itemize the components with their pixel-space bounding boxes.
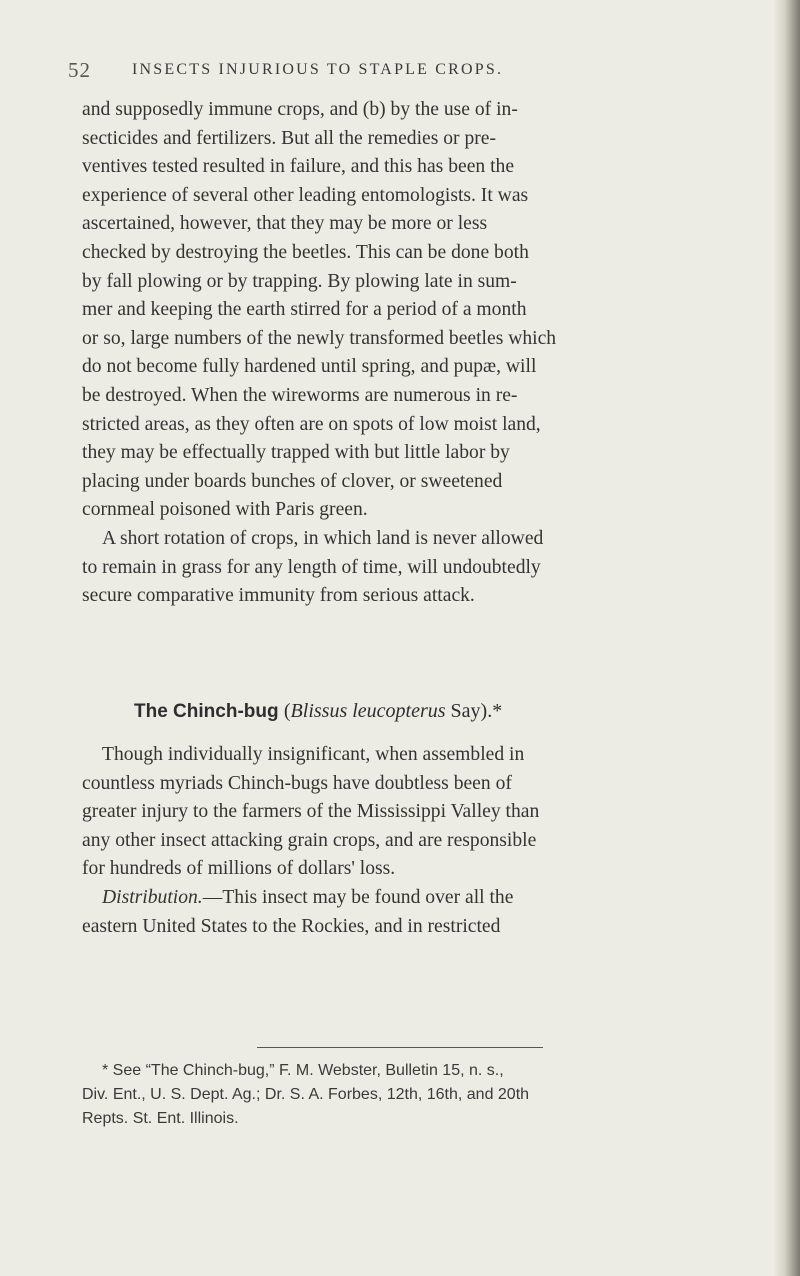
- main-text-block: [82, 96, 727, 611]
- paragraph-2: [82, 525, 727, 611]
- text-line: greater injury to the farmers of the Mississippi Valley than: [82, 801, 540, 823]
- section-heading-title: The Chinch-bug: [134, 701, 279, 722]
- text-line: to remain in grass for any length of time, will undoubtedly: [82, 556, 541, 578]
- section-heading-author: Say).*: [445, 700, 503, 722]
- section-heading-scientific-name: Blissus leucopterus: [290, 700, 446, 722]
- section-heading-chinch-bug: [134, 700, 502, 723]
- page-number: 52: [68, 58, 91, 82]
- text-line: and supposedly immune crops, and (b) by the use of in-: [82, 99, 518, 120]
- second-text-block: [82, 741, 727, 941]
- text-line: [82, 884, 727, 913]
- text-line: by fall plowing or by trapping. By plowing late in sum-: [82, 270, 517, 292]
- footnote-line: * See “The Chinch-bug,” F. M. Webster, Bulletin 15, n. s.,: [102, 1062, 504, 1079]
- text-line: for hundreds of millions of dollars' loss.: [82, 858, 396, 880]
- text-line: ventives tested resulted in failure, and this has been the: [82, 156, 515, 178]
- footnote-line: Repts. St. Ent. Illinois.: [82, 1110, 239, 1127]
- text-line: cornmeal poisoned with Paris green.: [82, 499, 368, 521]
- text-line: secure comparative immunity from serious attack.: [82, 585, 475, 607]
- text-line: checked by destroying the beetles. This can be done both: [82, 241, 529, 263]
- text-line: Though individually insignificant, when assembled in: [102, 744, 525, 765]
- text-line: experience of several other leading entomologists. It was: [82, 184, 529, 206]
- paragraph-4: [82, 884, 727, 941]
- text-line: or so, large numbers of the newly transformed beetles which: [82, 327, 557, 349]
- running-header: [68, 58, 708, 88]
- footnote-divider: [257, 1047, 543, 1048]
- section-heading-open-paren: (: [283, 700, 291, 722]
- text-line: countless myriads Chinch-bugs have doubtless been of: [82, 772, 512, 794]
- text-line: ascertained, however, that they may be more or less: [82, 213, 488, 235]
- distribution-lead-in: Distribution.: [102, 886, 203, 908]
- paragraph-3: [82, 741, 727, 884]
- text-line: stricted areas, as they often are on spots of low moist land,: [82, 413, 541, 435]
- text-line: eastern United States to the Rockies, and in restricted: [82, 915, 501, 937]
- text-line: be destroyed. When the wireworms are numerous in re-: [82, 384, 518, 406]
- text-line: do not become fully hardened until spring, and pupæ, will: [82, 356, 537, 378]
- distribution-text: —This insect may be found over all the: [202, 886, 514, 908]
- text-line: placing under boards bunches of clover, or sweetened: [82, 470, 503, 492]
- footnote-line: Div. Ent., U. S. Dept. Ag.; Dr. S. A. Forbes, 12th, 16th, and 20th: [82, 1086, 530, 1103]
- page-edge-shadow: [774, 0, 800, 1276]
- paragraph-1: [82, 96, 727, 525]
- text-line: A short rotation of crops, in which land is never allowed: [102, 527, 544, 549]
- running-title: INSECTS INJURIOUS TO STAPLE CROPS.: [132, 61, 504, 78]
- text-line: secticides and fertilizers. But all the remedies or pre-: [82, 127, 497, 149]
- footnote-block: [82, 1059, 732, 1131]
- text-line: they may be effectually trapped with but little labor by: [82, 442, 510, 464]
- text-line: any other insect attacking grain crops, and are responsible: [82, 829, 537, 851]
- text-line: mer and keeping the earth stirred for a period of a month: [82, 299, 527, 321]
